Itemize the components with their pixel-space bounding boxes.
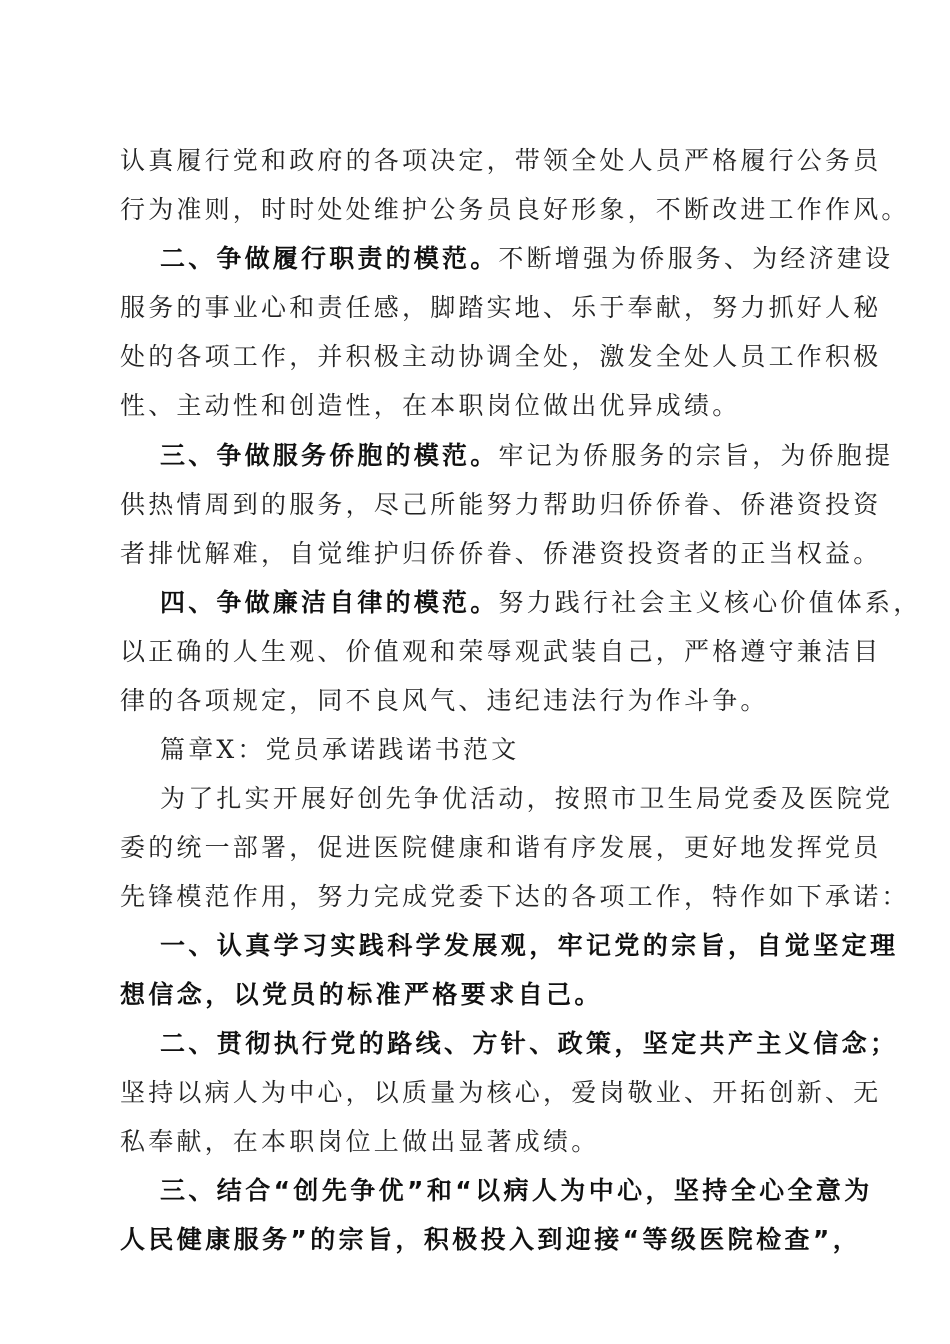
section-3-heading-line [160, 439, 894, 473]
section-4-title: 四、争做廉洁自律的模范。 [160, 588, 499, 617]
pledge-2-line-2: 坚持以病人为中心，以质量为核心，爱岗敬业、开拓创新、无 [120, 1078, 882, 1107]
body-line-1: 认真履行党和政府的各项决定，带领全处人员严格履行公务员 [120, 146, 882, 175]
chapter-title: 篇章X：党员承诺践诺书范文 [160, 735, 520, 764]
intro-line-3: 先锋模范作用，努力完成党委下达的各项工作，特作如下承诺： [120, 882, 910, 911]
pledge-2-line-1: 二、贯彻执行党的路线、方针、政策，坚定共产主义信念； [160, 1029, 899, 1058]
pledge-3-line-2: 人民健康服务”的宗旨，积极投入到迎接“等级医院检查”， [120, 1225, 862, 1254]
section-4-heading-line [160, 586, 922, 620]
body-line-2: 行为准则，时时处处维护公务员良好形象，不断改进工作作风。 [120, 195, 910, 224]
body-line-9: 者排忧解难，自觉维护归侨侨眷、侨港资投资者的正当权益。 [120, 539, 882, 568]
body-line-8: 供热情周到的服务，尽己所能努力帮助归侨侨眷、侨港资投资 [120, 490, 882, 519]
section-4-text: 努力践行社会主义核心价值体系， [498, 588, 922, 617]
section-2-heading-line [160, 242, 894, 276]
body-line-5: 处的各项工作，并积极主动协调全处，激发全处人员工作积极 [120, 342, 882, 371]
intro-line-1: 为了扎实开展好创先争优活动，按照市卫生局党委及医院党 [160, 784, 894, 813]
body-line-6: 性、主动性和创造性，在本职岗位做出优异成绩。 [120, 391, 741, 420]
section-2-text: 不断增强为侨服务、为经济建设 [498, 244, 894, 273]
pledge-1-line-2: 想信念，以党员的标准严格要求自己。 [120, 980, 603, 1009]
section-2-title: 二、争做履行职责的模范。 [160, 244, 499, 273]
body-line-12: 律的各项规定，同不良风气、违纪违法行为作斗争。 [120, 686, 769, 715]
pledge-1-line-1: 一、认真学习实践科学发展观，牢记党的宗旨，自觉坚定理 [160, 931, 899, 960]
body-line-4: 服务的事业心和责任感，脚踏实地、乐于奉献，努力抓好人秘 [120, 293, 882, 322]
section-3-text: 牢记为侨服务的宗旨，为侨胞提 [498, 441, 894, 470]
intro-line-2: 委的统一部署，促进医院健康和谐有序发展，更好地发挥党员 [120, 833, 882, 862]
pledge-3-line-1: 三、结合“创先争优”和“以病人为中心，坚持全心全意为 [160, 1176, 873, 1205]
body-line-11: 以正确的人生观、价值观和荣辱观武装自己，严格遵守兼洁目 [120, 637, 882, 666]
pledge-2-line-3: 私奉献，在本职岗位上做出显著成绩。 [120, 1127, 600, 1156]
section-3-title: 三、争做服务侨胞的模范。 [160, 441, 499, 470]
